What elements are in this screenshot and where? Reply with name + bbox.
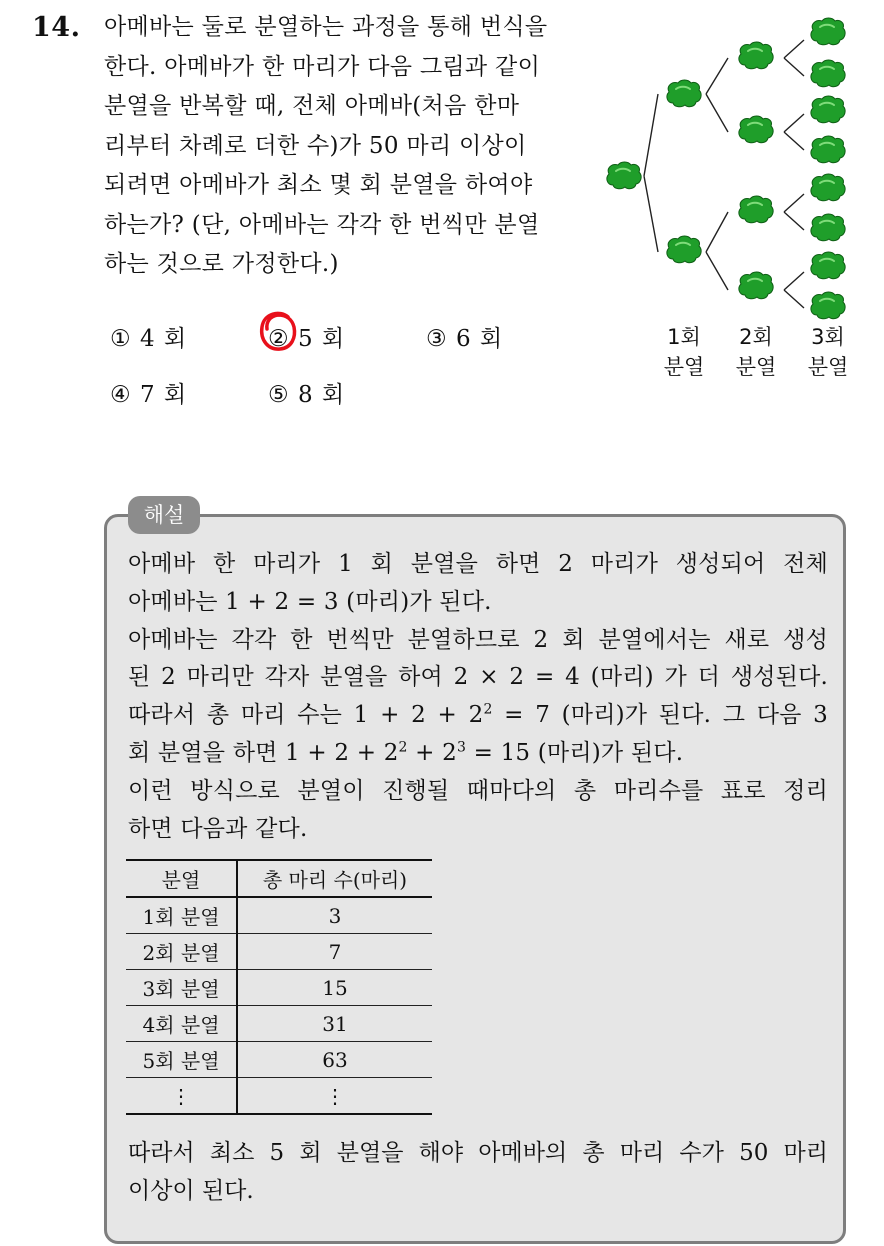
explanation-line: 아메바 한 마리가 1 회 분열을 하면 2 마리가 생성되어 전체 <box>128 551 828 577</box>
choice-text: 7 회 <box>139 382 188 408</box>
choice-4[interactable] <box>110 376 187 409</box>
amoeba-icon <box>667 236 701 263</box>
amoeba-icon <box>811 214 845 241</box>
question-line: 하는가? (단, 아메바는 각각 한 번씩만 분열 <box>104 211 540 238</box>
table-row: 3회 분열 15 <box>126 970 432 1006</box>
explanation-conclusion <box>128 1134 828 1210</box>
question-text <box>104 8 594 285</box>
explanation-line: 하면 다음과 같다. <box>128 815 308 842</box>
choice-3[interactable] <box>426 320 503 353</box>
conclusion-line: 따라서 최소 5 회 분열을 해야 아메바의 총 마리 수가 50 마리 <box>128 1140 828 1166</box>
division-label-3: 3회 분열 <box>807 325 849 379</box>
explanation-line: 따라서 총 마리 수는 $1 + 2 + 2^2 = 7$ (마리)가 된다. 그 다음 3 <box>128 701 828 729</box>
choice-5[interactable] <box>268 376 345 409</box>
table-row: 4회 분열 31 <box>126 1006 432 1042</box>
question-line: 리부터 차례로 더한 수)가 50 마리 이상이 <box>104 132 527 159</box>
question-number: 14. <box>32 12 81 43</box>
division-label-1: 1회 분열 <box>663 325 705 379</box>
amoeba-icon <box>811 136 845 163</box>
table-row: 5회 분열 63 <box>126 1042 432 1078</box>
explanation-line: 이런 방식으로 분열이 진행될 때마다의 총 마리수를 표로 정리 <box>128 777 828 804</box>
table-header: 총 마리 수(마리) <box>237 860 432 897</box>
explanation-line: 된 2 마리만 각자 분열을 하여 2 × 2 = 4 (마리) 가 더 생성된다. <box>128 664 828 691</box>
question-line: 되려면 아메바가 최소 몇 회 분열을 하여야 <box>104 172 533 198</box>
explanation-line: 아메바는 1 + 2 = 3 (마리)가 된다. <box>128 588 492 615</box>
explanation-tag: 해설 <box>128 496 200 534</box>
amoeba-icon <box>811 292 845 319</box>
amoeba-division-diagram <box>600 10 860 320</box>
amoeba-icon <box>607 162 641 189</box>
table-header-row <box>126 860 432 897</box>
table-header: 분열 <box>126 860 237 897</box>
division-count-table <box>126 859 432 1115</box>
table-row: 2회 분열 7 <box>126 934 432 970</box>
choice-text: 4 회 <box>139 326 188 352</box>
question-line: 아메바는 둘로 분열하는 과정을 통해 번식을 <box>104 14 548 40</box>
amoeba-icon <box>739 272 773 299</box>
amoeba-icon <box>739 116 773 143</box>
amoeba-icon <box>739 196 773 223</box>
explanation-line: 아메바는 각각 한 번씩만 분열하므로 2 회 분열에서는 새로 생성 <box>128 626 828 653</box>
amoeba-icon <box>811 252 845 279</box>
choice-text: 5 회 <box>297 326 346 352</box>
choice-mark: ③ <box>426 326 448 352</box>
choice-mark: ④ <box>110 382 132 408</box>
division-label-2: 2회 분열 <box>735 325 777 379</box>
table-row: ⋮ ⋮ <box>126 1078 432 1115</box>
choice-mark: ② <box>268 326 290 352</box>
amoeba-icon <box>811 18 845 45</box>
answer-circle-mark <box>258 309 298 353</box>
explanation-text <box>128 546 828 848</box>
choice-text: 8 회 <box>297 382 346 408</box>
table-row: 1회 분열 3 <box>126 897 432 934</box>
amoeba-icon <box>811 174 845 201</box>
choice-mark: ⑤ <box>268 382 290 408</box>
question-line: 한다. 아메바가 한 마리가 다음 그림과 같이 <box>104 53 541 80</box>
explanation-line: 회 분열을 하면 $1 + 2 + 2^2 + 2^3 = 15$ (마리)가 된다. <box>128 739 684 766</box>
choice-mark: ① <box>110 326 132 352</box>
choice-1[interactable] <box>110 320 187 353</box>
choice-text: 6 회 <box>455 326 504 352</box>
question-line: 분열을 반복할 때, 전체 아메바(처음 한마 <box>104 93 520 119</box>
amoeba-icon <box>811 60 845 87</box>
amoeba-icon <box>811 96 845 123</box>
question-line: 하는 것으로 가정한다.) <box>104 251 339 277</box>
amoeba-icon <box>739 42 773 69</box>
amoeba-icon <box>667 80 701 107</box>
conclusion-line: 이상이 된다. <box>128 1178 254 1204</box>
